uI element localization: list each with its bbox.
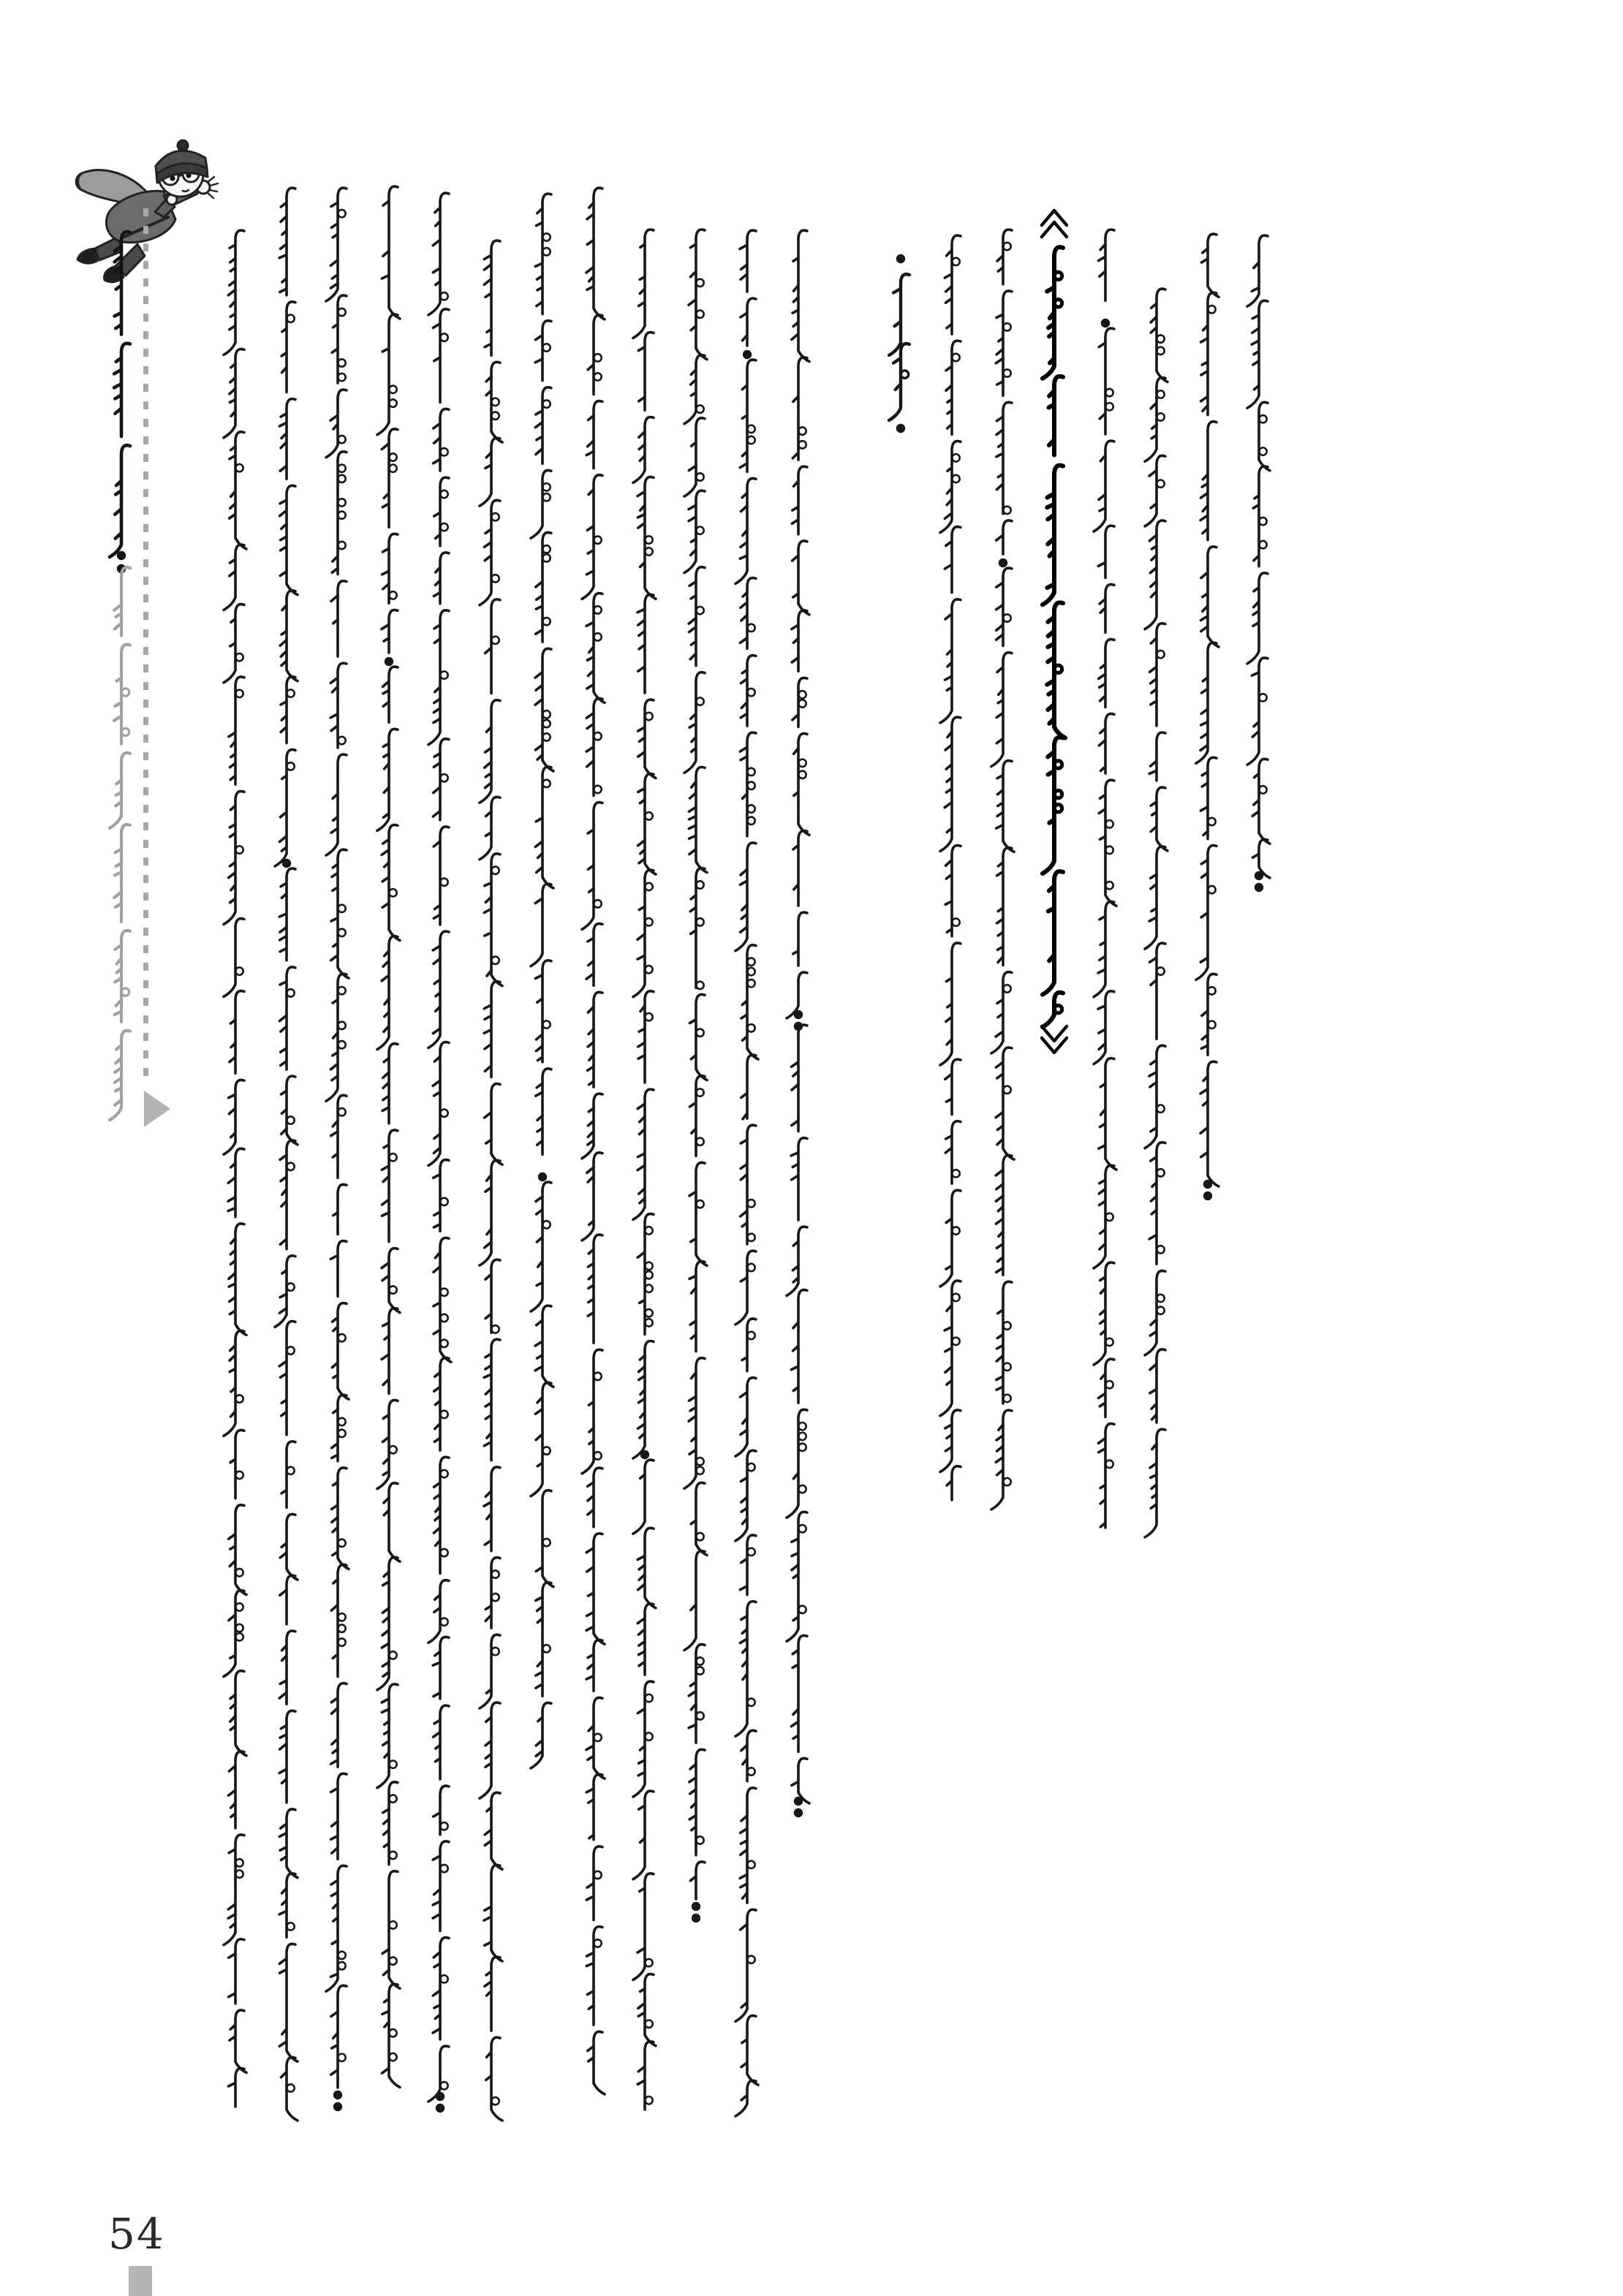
text-column	[480, 240, 502, 2121]
text-column	[531, 194, 553, 1768]
text-column	[582, 188, 605, 2094]
text-column	[326, 188, 349, 2111]
lesson-label	[110, 232, 130, 1120]
text-column	[275, 188, 298, 2121]
binding-tab	[129, 2266, 152, 2296]
page-number: 54	[108, 2209, 165, 2259]
text-column	[1247, 235, 1270, 892]
text-column	[1094, 230, 1116, 1528]
text-column	[1196, 234, 1219, 1200]
text-column	[224, 230, 246, 2107]
section-heading-column	[889, 254, 909, 433]
text-column	[428, 193, 451, 2113]
text-column	[684, 230, 707, 1922]
book-title-column	[1042, 211, 1067, 1053]
text-column	[940, 235, 961, 1500]
text-column	[991, 230, 1014, 1509]
text-column	[633, 230, 656, 2110]
text-column	[787, 230, 809, 1817]
text-column	[1145, 289, 1168, 1537]
text-column	[735, 230, 758, 2116]
text-column	[377, 186, 400, 2087]
